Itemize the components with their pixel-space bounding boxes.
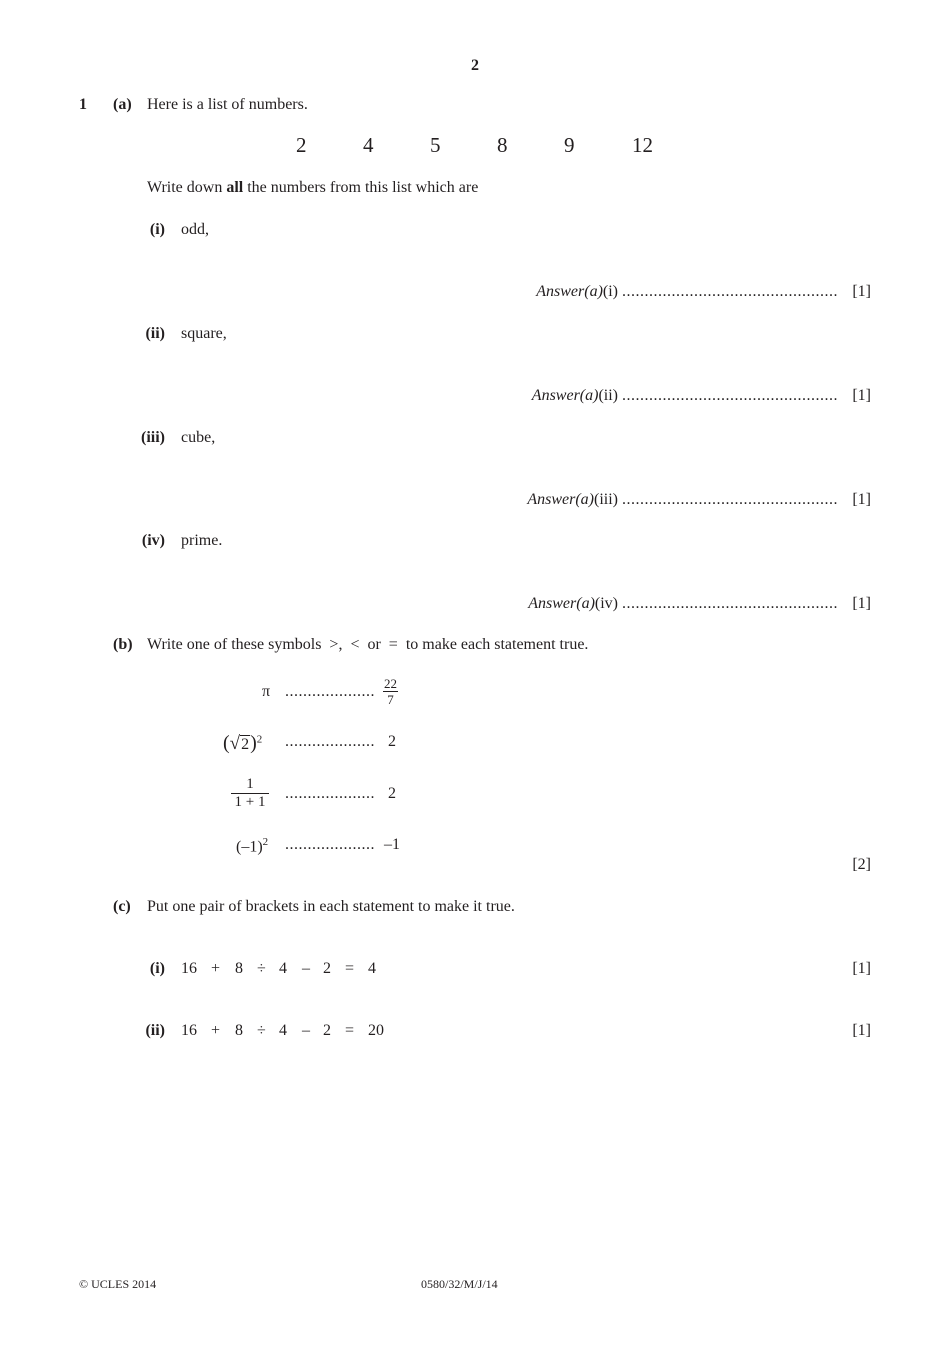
statement-right: –1 xyxy=(384,836,400,853)
fraction-denominator: 1 + 1 xyxy=(234,794,266,810)
expr-token: ÷ xyxy=(257,960,266,977)
statement-dots[interactable]: .................... xyxy=(285,733,375,750)
base: (–1) xyxy=(236,838,263,856)
list-number: 8 xyxy=(497,133,508,157)
fraction-numerator: 22 xyxy=(384,676,397,691)
root-sign: √ xyxy=(229,733,241,754)
expr-token: 2 xyxy=(323,1022,331,1039)
expr-token: 8 xyxy=(235,960,243,977)
mark: [1] xyxy=(852,595,871,612)
answer-part: (ii) xyxy=(598,387,618,404)
answer-dots[interactable]: ................................................ xyxy=(622,283,838,300)
subpart-text: square, xyxy=(181,325,227,342)
instruction-text: Write down xyxy=(147,179,227,196)
answer-part: (iii) xyxy=(594,491,618,508)
statement-left: π xyxy=(262,683,271,700)
answer-dots[interactable]: ................................................ xyxy=(622,491,838,508)
question-number: 1 xyxy=(79,96,87,113)
part-c-text: Put one pair of brackets in each statement to make it true. xyxy=(147,898,515,915)
mark: [1] xyxy=(852,283,871,300)
fraction-denominator: 7 xyxy=(387,692,394,707)
fraction-22-7 xyxy=(383,676,398,707)
statement-left-root xyxy=(223,732,262,755)
expr-token: – xyxy=(302,960,310,977)
paren-open: ( xyxy=(223,732,230,754)
part-a-instruction xyxy=(147,179,478,197)
statement-left-power xyxy=(236,836,268,856)
instruction-text: the numbers from this list which are xyxy=(243,179,479,196)
answer-label: Answer(a) xyxy=(527,491,594,508)
expr-token: 20 xyxy=(368,1022,384,1039)
part-a-intro: Here is a list of numbers. xyxy=(147,96,308,113)
footer-code: 0580/32/M/J/14 xyxy=(421,1277,498,1291)
answer-part: (iv) xyxy=(594,595,618,612)
expr-token: 2 xyxy=(323,960,331,977)
subpart-label: (ii) xyxy=(145,325,165,342)
expr-token: 16 xyxy=(181,960,197,977)
superscript: 2 xyxy=(262,836,269,848)
radicand: 2 xyxy=(241,736,250,753)
expr-token: + xyxy=(211,960,221,977)
subpart-text: prime. xyxy=(181,532,223,549)
answer-label: Answer(a) xyxy=(536,283,603,300)
superscript: 2 xyxy=(256,733,263,746)
subpart-text: cube, xyxy=(181,429,216,446)
subpart-label: (iii) xyxy=(141,429,165,446)
expr-token: ÷ xyxy=(257,1022,266,1039)
mark: [1] xyxy=(852,387,871,404)
mark: [1] xyxy=(852,1022,871,1039)
page-number: 2 xyxy=(471,57,479,74)
expr-token: 8 xyxy=(235,1022,243,1039)
answer-dots[interactable]: ................................................ xyxy=(622,595,838,612)
list-number: 2 xyxy=(296,133,307,157)
list-number: 9 xyxy=(564,133,575,157)
part-a-label: (a) xyxy=(113,96,132,113)
subpart-label: (iv) xyxy=(141,532,165,549)
fraction-numerator: 1 xyxy=(231,776,269,794)
subpart-label: (i) xyxy=(149,221,165,238)
statement-right: 2 xyxy=(388,785,396,802)
part-b-label: (b) xyxy=(113,636,133,653)
expr-token: = xyxy=(345,1022,355,1039)
answer-line[interactable] xyxy=(536,283,838,301)
statement-right: 2 xyxy=(388,733,396,750)
expr-token: 4 xyxy=(279,960,287,977)
expression xyxy=(181,1022,421,1042)
list-number: 4 xyxy=(363,133,374,157)
answer-part: (i) xyxy=(602,283,618,300)
statement-dots[interactable]: .................... xyxy=(285,683,375,700)
part-b-text: Write one of these symbols >, < or = to make each statement true. xyxy=(147,636,589,653)
subpart-label: (i) xyxy=(149,960,165,977)
expr-token: + xyxy=(211,1022,221,1039)
subpart-label: (ii) xyxy=(145,1022,165,1039)
mark: [2] xyxy=(852,856,871,873)
answer-line[interactable] xyxy=(532,387,838,405)
statement-dots[interactable]: .................... xyxy=(285,785,375,802)
expr-token: = xyxy=(345,960,355,977)
mark: [1] xyxy=(852,960,871,977)
part-c-label: (c) xyxy=(113,898,131,915)
expr-token: 4 xyxy=(368,960,376,977)
expr-token: – xyxy=(302,1022,310,1039)
list-number: 12 xyxy=(632,133,653,157)
footer-copyright: © UCLES 2014 xyxy=(79,1277,157,1291)
instruction-emphasis: all xyxy=(226,179,244,196)
paren-close: ) xyxy=(250,732,257,754)
statement-dots[interactable]: .................... xyxy=(285,836,375,853)
expr-token: 4 xyxy=(279,1022,287,1039)
answer-label: Answer(a) xyxy=(531,387,599,404)
answer-dots[interactable]: ................................................ xyxy=(622,387,838,404)
expr-token: 16 xyxy=(181,1022,197,1039)
mark: [1] xyxy=(852,491,871,508)
answer-label: Answer(a) xyxy=(528,595,595,612)
answer-line[interactable] xyxy=(527,491,838,509)
answer-line[interactable] xyxy=(528,595,838,613)
list-number: 5 xyxy=(430,133,441,157)
subpart-text: odd, xyxy=(181,221,209,238)
fraction-1-over-1plus1 xyxy=(231,776,269,811)
expression xyxy=(181,960,421,980)
